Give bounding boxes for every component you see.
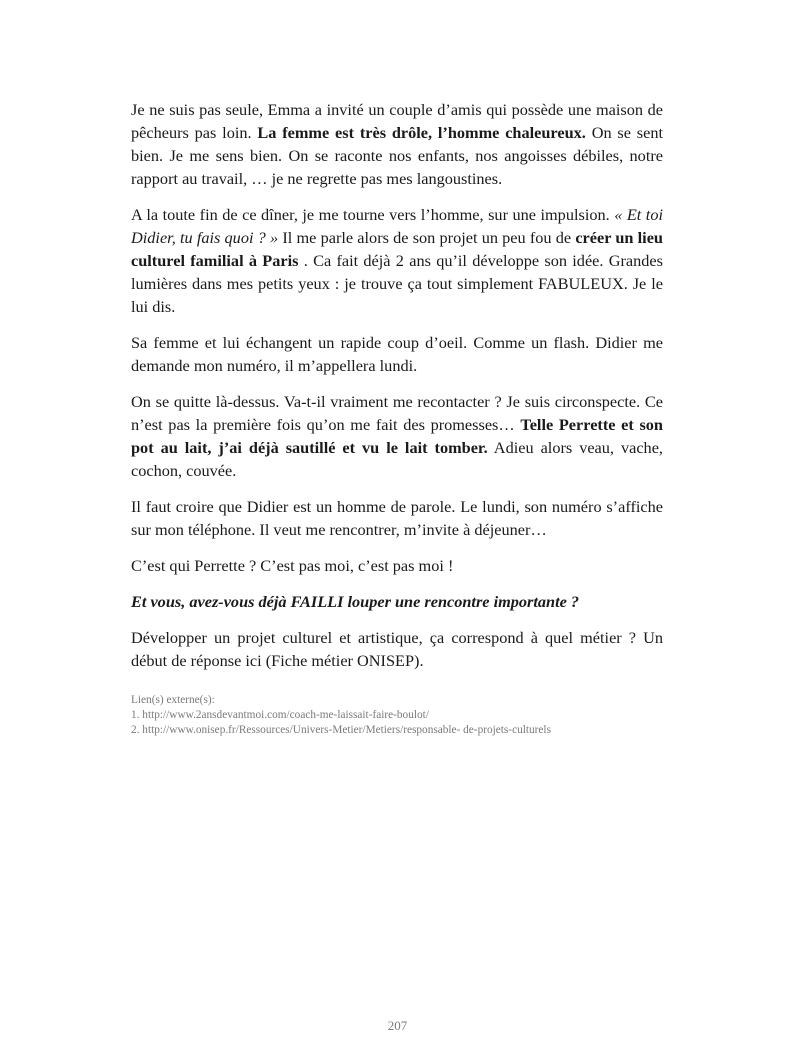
paragraph-2 bbox=[131, 203, 663, 318]
paragraph-1 bbox=[131, 98, 663, 190]
page-body bbox=[131, 98, 663, 685]
paragraph-3: Sa femme et lui échangent un rapide coup d’oeil. Comme un flash. Didier me demande mon numéro, il m’appellera lundi. bbox=[131, 333, 663, 375]
paragraph-6: C’est qui Perrette ? C’est pas moi, c’est pas moi ! bbox=[131, 556, 454, 575]
paragraph-5: Il faut croire que Didier est un homme de parole. Le lundi, son numéro s’affiche sur mon téléphone. Il veut me rencontrer, m’invite à déjeuner… bbox=[131, 497, 663, 539]
external-links bbox=[131, 693, 691, 738]
paragraph-8: Développer un projet culturel et artistique, ça correspond à quel métier ? Un début de réponse ici (Fiche métier ONISEP). bbox=[131, 628, 663, 670]
paragraph-2-text-a: A la toute fin de ce dîner, je me tourne vers l’homme, sur une impulsion. bbox=[131, 205, 615, 224]
external-link-1[interactable]: 1. http://www.2ansdevantmoi.com/coach-me-laissait-faire-boulot/ bbox=[131, 709, 429, 721]
paragraph-2-bold: créer un lieu culturel familial à Paris bbox=[131, 228, 663, 270]
external-link-2[interactable]: 2. http://www.onisep.fr/Ressources/Univers-Metier/Metiers/responsable- de-projets-culturels bbox=[131, 724, 551, 736]
paragraph-4-bold: Telle Perrette et son pot au lait, j’ai déjà sautillé et vu le lait tomber. bbox=[131, 415, 663, 457]
page-number: 207 bbox=[387, 1018, 408, 1033]
paragraph-1-bold: La femme est très drôle, l’homme chaleureux. bbox=[257, 123, 586, 142]
paragraph-4-text-c: Adieu alors veau, vache, cochon, couvée. bbox=[131, 438, 663, 480]
paragraph-1-text-a: Je ne suis pas seule, Emma a invité un couple d’amis qui possède une maison de pêcheurs pas loin. bbox=[131, 100, 663, 142]
paragraph-4-text-a: On se quitte là-dessus. Va-t-il vraiment me recontacter ? Je suis circonspecte. Ce n’est pas la première fois qu’on me fait des promesses… bbox=[131, 392, 663, 434]
paragraph-2-quote: « Et toi Didier, tu fais quoi ? » bbox=[131, 205, 663, 247]
question-heading: Et vous, avez-vous déjà FAILLI louper une rencontre importante ? bbox=[131, 592, 580, 611]
paragraph-1-text-c: On se sent bien. Je me sens bien. On se raconte nos enfants, nos angoisses débiles, notre rapport au travail, … je ne regrette pas mes langoustines. bbox=[131, 123, 663, 188]
paragraph-2-text-b: Il me parle alors de son projet un peu fou de bbox=[278, 228, 576, 247]
external-links-heading: Lien(s) externe(s): bbox=[131, 694, 215, 706]
paragraph-2-text-c: . Ca fait déjà 2 ans qu’il développe son idée. Grandes lumières dans mes petits yeux : je trouve ça tout simplement FABULEUX. Je le lui dis. bbox=[131, 251, 663, 316]
paragraph-4 bbox=[131, 390, 663, 482]
